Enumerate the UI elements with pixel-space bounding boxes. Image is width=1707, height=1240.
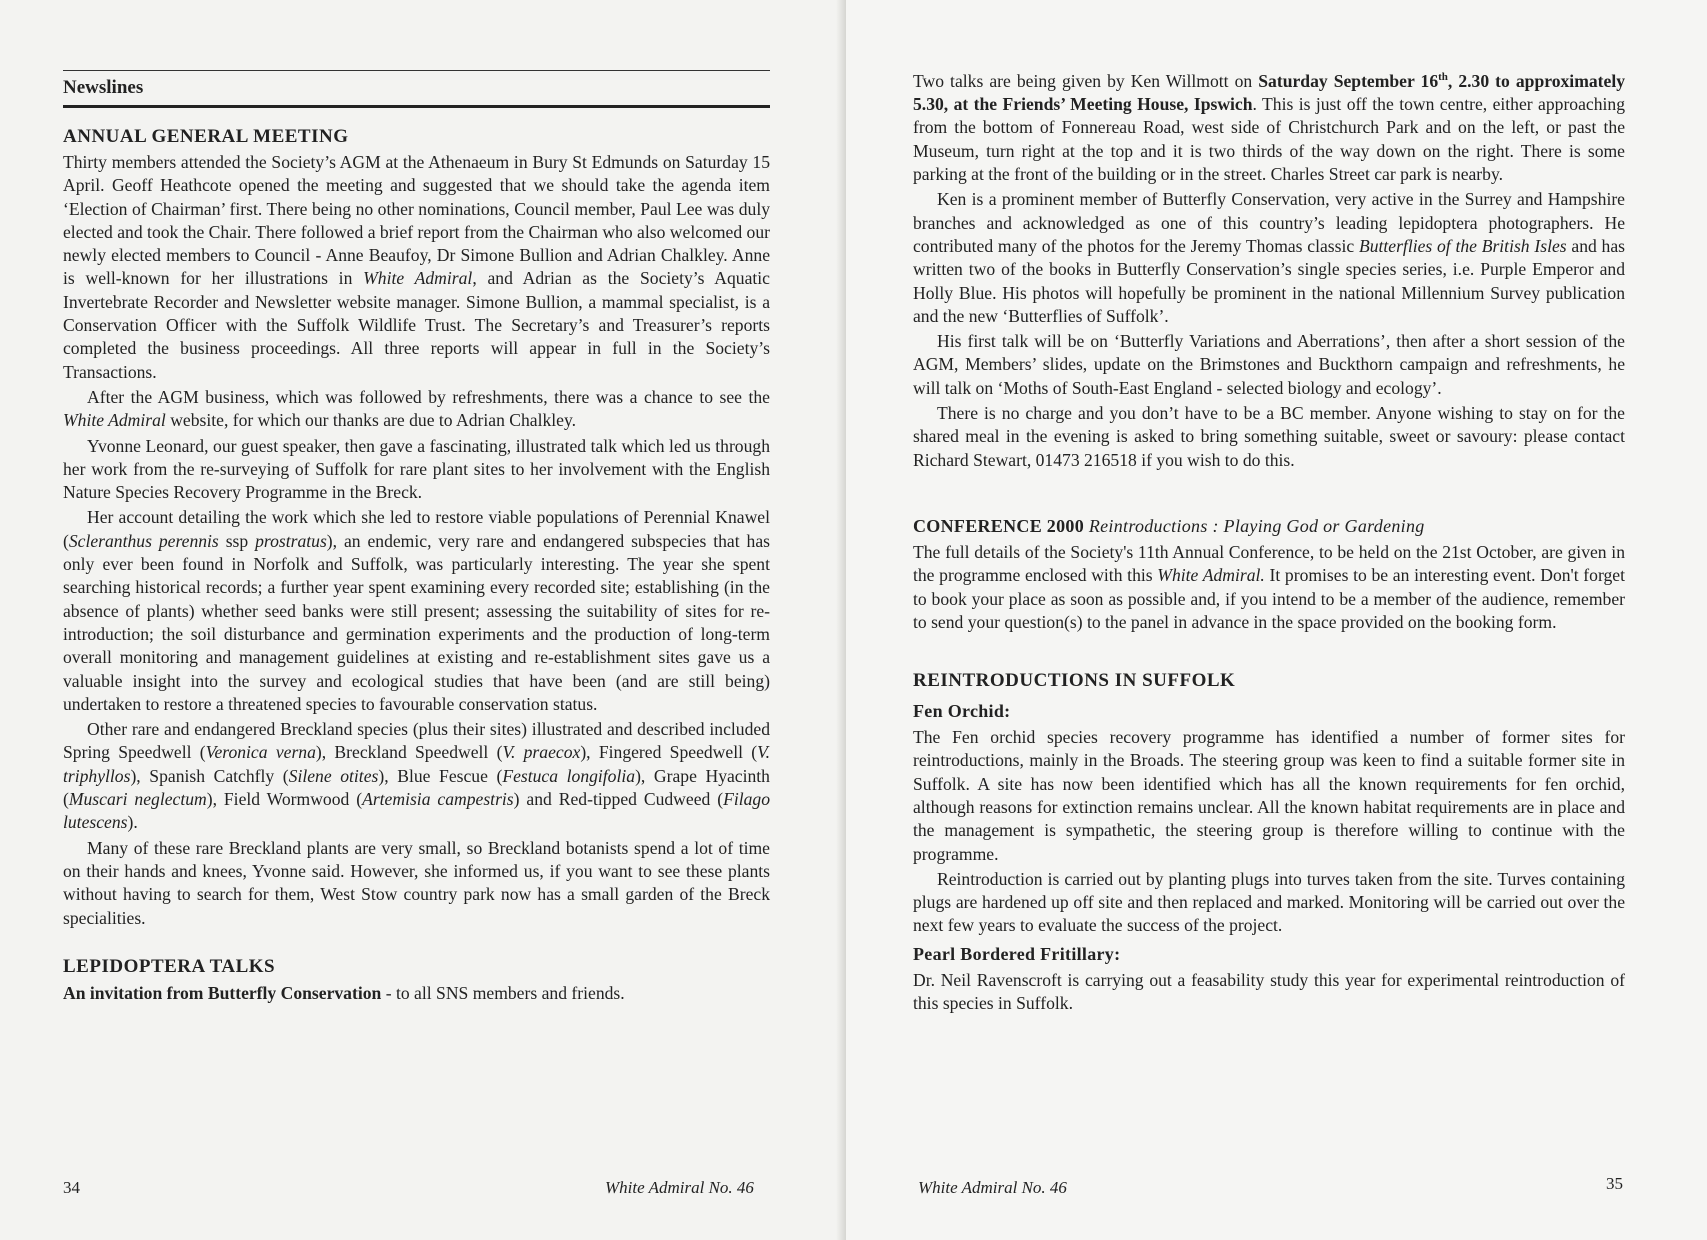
lepidoptera-heading: LEPIDOPTERA TALKS — [63, 955, 276, 977]
reintroductions-heading: REINTRODUCTIONS IN SUFFOLK — [913, 670, 1236, 692]
page-number-right: 35 — [1606, 1174, 1623, 1193]
agm-paragraph-4: Her account detailing the work which she led to restore viable populations of Perennial Knawel (Scleranthus perennis ssp prostratus), an endemic, very rare and endangered subspecies that has only ever been found in Norfolk and Suffolk, was particularly interesting. The year she spent searching historical records; a further year spent examining every recorded site; establishing (in the absence of plants) whether seed banks were still present; assessing the suitability of sites for re-introduction; the soil disturbance and germination experiments and the production of long-term overall monitoring and management guidelines at existing and re-establishment sites gave us a valuable insight into the survey and ecological studies that have been (and are still being) undertaken to restore a threatened species to favourable conservation status. — [63, 507, 770, 714]
talks-paragraph-4: There is no charge and you don’t have to be a BC member. Anyone wishing to stay on for the shared meal in the evening is asked to bring something suitable, sweet or savoury: please contact Richard Stewart, 01473 216518 if you wish to do this. — [913, 403, 1625, 470]
agm-paragraph-1: Thirty members attended the Society’s AGM at the Athenaeum in Bury St Edmunds on Saturday 15 April. Geoff Heathcote opened the meeting and suggested that we should take the agenda item ‘Election of Chairman’ first. There being no other nominations, Council member, Paul Lee was duly elected and took the Chair. There followed a brief report from the Chairman who also welcomed our newly elected members to Council - Anne Beaufoy, Dr Simone Bullion and Adrian Chalkley. Anne is well-known for her illustrations in White Admiral, and Adrian as the Society’s Aquatic Invertebrate Recorder and Newsletter website manager. Simone Bullion, a mammal specialist, is a Conservation Officer with the Suffolk Wildlife Trust. The Secretary’s and Treasurer’s reports completed the business proceedings. All three reports will appear in full in the Society’s Transactions. — [63, 152, 770, 382]
section-header: Newslines — [63, 77, 144, 98]
header-rule-bottom — [63, 105, 770, 108]
conference-heading: CONFERENCE 2000 Reintroductions : Playing God or Gardening — [913, 515, 1425, 536]
fen-orchid-paragraph-1: The Fen orchid species recovery programme has identified a number of former sites for reintroductions, mainly in the Broads. The steering group was keen to find a suitable former site in Suffolk. A site has now been identified which has all the known requirements for fen orchid, although reasons for extinction remains unclear. All the known habitat requirements are in place and the management is sympathetic, the steering group is therefore willing to continue with the programme. — [913, 727, 1625, 864]
fen-orchid-paragraph-2: Reintroduction is carried out by planting plugs into turves taken from the site. Turves containing plugs are hardened up off site and then replaced and marked. Monitoring will be carried out over the next few years to evaluate the success of the project. — [913, 868, 1625, 936]
magazine-footer-left: White Admiral No. 46 — [605, 1178, 754, 1197]
left-column — [63, 70, 770, 1005]
left-page — [0, 0, 846, 1240]
talks-paragraph-1: Two talks are being given by Ken Willmott on Saturday September 16th, 2.30 to approximately 5.30, at the Friends’ Meeting House, Ipswich. This is just off the town centre, either approaching from the bottom of Fonnereau Road, west side of Christchurch Park and on the left, or past the Museum, turn right at the top and it is two thirds of the way down on the right. There is some parking at the front of the building or in the street. Charles Street car park is nearby. — [913, 70, 1626, 185]
conference-paragraph: The full details of the Society's 11th Annual Conference, to be held on the 21st October, are given in the programme enclosed with this White Admiral. It promises to be an interesting event. Don't forget to book your place as soon as possible and, if you intend to be a member of the audience, remember to send your question(s) to the panel in advance in the space provided on the booking form. — [913, 541, 1625, 632]
agm-paragraph-3: Yvonne Leonard, our guest speaker, then gave a fascinating, illustrated talk which led us through her work from the re-surveying of Suffolk for rare plant sites to her involvement with the English Nature Species Recovery Programme in the Breck. — [63, 435, 770, 503]
agm-paragraph-6: Many of these rare Breckland plants are very small, so Breckland botanists spend a lot of time on their hands and knees, Yvonne said. However, she informed us, if you want to see these plants without having to search for them, West Stow country park now has a small garden of the Breck specialities. — [63, 837, 770, 928]
pearl-fritillary-paragraph: Dr. Neil Ravenscroft is carrying out a feasability study this year for experimental reintroduction of this species in Suffolk. — [913, 969, 1625, 1014]
talks-paragraph-2: Ken is a prominent member of Butterfly Conservation, very active in the Surrey and Hampshire branches and acknowledged as one of this country’s leading lepidoptera photographers. He contributed many of the photos for the Jeremy Thomas classic Butterflies of the British Isles and has written two of the books in Butterfly Conservation’s single species series, i.e. Purple Emperor and Holly Blue. His photos will hopefully be prominent in the national Millennium Survey publication and the new ‘Butterflies of Suffolk’. — [913, 189, 1625, 326]
magazine-footer-right: White Admiral No. 46 — [918, 1178, 1067, 1197]
talks-paragraph-3: His first talk will be on ‘Butterfly Variations and Aberrations’, then after a short session of the AGM, Members’ slides, update on the Brimstones and Buckthorn campaign and refreshments, he will talk on ‘Moths of South-East England - selected biology and ecology’. — [913, 331, 1625, 398]
lepidoptera-invite: An invitation from Butterfly Conservation - to all SNS members and friends. — [63, 982, 625, 1003]
agm-heading: ANNUAL GENERAL MEETING — [63, 126, 349, 147]
pearl-fritillary-heading: Pearl Bordered Fritillary: — [913, 943, 1121, 964]
page-number-left: 34 — [63, 1178, 80, 1197]
agm-paragraph-5: Other rare and endangered Breckland species (plus their sites) illustrated and described included Spring Speedwell (Veronica verna), Breckland Speedwell (V. praecox), Fingered Speedwell (V. triphyllos), Spanish Catchfly (Silene otites), Blue Fescue (Festuca longifolia), Grape Hyacinth (Muscari neglectum), Field Wormwood (Artemisia campestris) and Red-tipped Cudweed (Filago lutescens). — [63, 719, 771, 833]
fen-orchid-heading: Fen Orchid: — [913, 701, 1011, 722]
right-column — [913, 66, 1625, 1015]
agm-paragraph-2: After the AGM business, which was followed by refreshments, there was a chance to see the White Admiral website, for which our thanks are due to Adrian Chalkley. — [63, 386, 770, 431]
